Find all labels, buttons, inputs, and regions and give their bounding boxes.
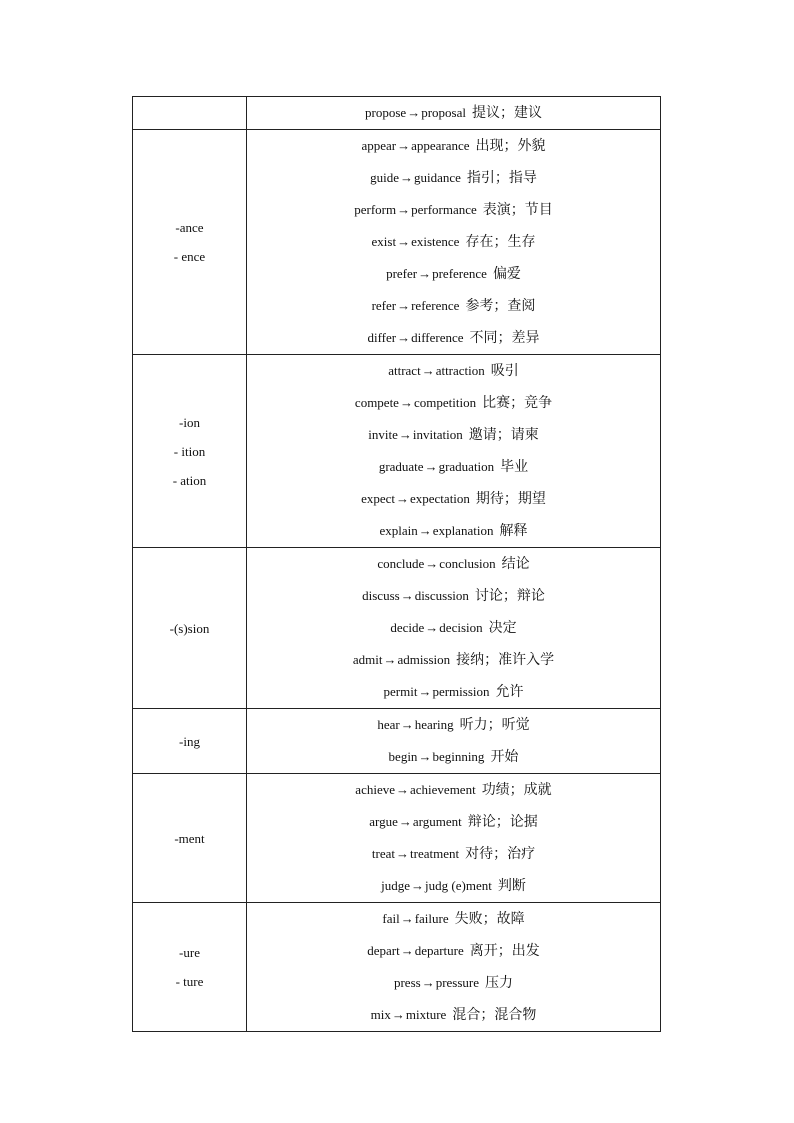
- chinese-meaning: 吸引: [490, 363, 519, 379]
- word-entry: [247, 97, 660, 129]
- derived-word: invitation: [412, 427, 463, 442]
- derived-word: judg (e)ment: [425, 878, 492, 893]
- chinese-meaning: 讨论；辩论: [474, 588, 545, 604]
- derived-word: argument: [412, 814, 462, 829]
- arrow-icon: →: [398, 814, 412, 829]
- word-entry: [247, 774, 660, 806]
- chinese-meaning: 混合；混合物: [452, 1007, 537, 1023]
- base-word: begin: [388, 749, 418, 764]
- arrow-icon: →: [397, 330, 411, 345]
- derived-word: competition: [413, 395, 477, 410]
- base-word: permit: [383, 684, 418, 699]
- chinese-meaning: 提议；建议: [471, 105, 542, 121]
- word-entry: [247, 870, 660, 902]
- arrow-icon: →: [418, 266, 432, 281]
- base-word: differ: [367, 330, 397, 345]
- arrow-icon: →: [421, 975, 435, 990]
- base-word: conclude: [377, 556, 425, 571]
- chinese-meaning: 邀请；请柬: [468, 427, 539, 443]
- base-word: mix: [370, 1007, 391, 1022]
- suffix-label: -(s)sion: [169, 620, 210, 636]
- arrow-icon: →: [407, 105, 421, 120]
- suffix-label: - ition: [173, 443, 206, 459]
- derived-word: departure: [414, 943, 464, 958]
- base-word: expect: [361, 491, 395, 506]
- derived-word: expectation: [410, 491, 470, 506]
- word-entry: [247, 644, 660, 676]
- suffix-label: - ence: [173, 249, 206, 264]
- derived-word: guidance: [413, 170, 461, 185]
- word-entry: [247, 580, 660, 612]
- derived-word: permission: [432, 684, 490, 699]
- chinese-meaning: 存在；生存: [465, 234, 536, 250]
- chinese-meaning: 表演；节目: [482, 202, 553, 218]
- arrow-icon: →: [400, 911, 414, 926]
- suffix-label: -ure: [179, 945, 200, 960]
- base-word: exist: [371, 234, 397, 249]
- word-entry: [247, 162, 660, 194]
- base-word: depart: [367, 943, 400, 958]
- base-word: appear: [361, 138, 397, 153]
- derived-word: conclusion: [439, 556, 496, 571]
- base-word: decide: [390, 620, 425, 635]
- base-word: fail: [382, 911, 400, 926]
- arrow-icon: →: [383, 652, 397, 667]
- derived-word: explanation: [432, 523, 494, 538]
- table-row: [133, 355, 661, 548]
- suffix-cell: [133, 97, 247, 130]
- arrow-icon: →: [424, 459, 438, 474]
- derived-word: beginning: [432, 749, 485, 764]
- chinese-meaning: 决定: [488, 620, 517, 636]
- base-word: admit: [352, 652, 383, 667]
- word-entry: [247, 322, 660, 354]
- word-entry: [247, 226, 660, 258]
- arrow-icon: →: [400, 588, 414, 603]
- arrow-icon: →: [418, 684, 432, 699]
- chinese-meaning: 辩论；论据: [467, 814, 538, 830]
- table-row: [133, 903, 661, 1032]
- arrow-icon: →: [397, 298, 411, 313]
- suffix-cell: [133, 774, 247, 903]
- suffix-label: -ment: [174, 830, 205, 846]
- word-entry: [247, 967, 660, 999]
- chinese-meaning: 判断: [497, 878, 526, 894]
- words-cell: [247, 355, 661, 548]
- arrow-icon: →: [400, 717, 414, 732]
- word-entry: [247, 387, 660, 419]
- chinese-meaning: 功绩；成就: [481, 782, 552, 798]
- words-cell: [247, 774, 661, 903]
- chinese-meaning: 期待；期望: [475, 491, 546, 507]
- chinese-meaning: 不同；差异: [469, 330, 540, 346]
- arrow-icon: →: [399, 395, 413, 410]
- arrow-icon: →: [391, 1007, 405, 1022]
- base-word: discuss: [362, 588, 400, 603]
- derived-word: performance: [411, 202, 477, 217]
- suffix-label: - ture: [175, 974, 204, 989]
- suffix-label: -ion: [179, 414, 200, 430]
- word-entry: [247, 676, 660, 708]
- derived-word: attraction: [435, 363, 485, 378]
- derived-word: hearing: [414, 717, 454, 732]
- arrow-icon: →: [418, 749, 432, 764]
- word-entry: [247, 290, 660, 322]
- base-word: argue: [369, 814, 398, 829]
- word-entry: [247, 130, 660, 162]
- base-word: achieve: [355, 782, 395, 797]
- derived-word: treatment: [410, 846, 460, 861]
- base-word: compete: [354, 395, 399, 410]
- derived-word: decision: [439, 620, 483, 635]
- chinese-meaning: 毕业: [500, 459, 529, 475]
- word-entry: [247, 194, 660, 226]
- table-row: [133, 709, 661, 774]
- derived-word: difference: [411, 330, 464, 345]
- table-body: [133, 97, 661, 1032]
- chinese-meaning: 出现；外貌: [475, 138, 546, 154]
- arrow-icon: →: [425, 556, 439, 571]
- chinese-meaning: 指引；指导: [466, 170, 537, 186]
- base-word: judge: [381, 878, 411, 893]
- base-word: perform: [354, 202, 397, 217]
- base-word: treat: [371, 846, 395, 861]
- word-entry: [247, 838, 660, 870]
- chinese-meaning: 偏爱: [492, 266, 521, 282]
- table-row: [133, 130, 661, 355]
- derived-word: reference: [411, 298, 460, 313]
- arrow-icon: →: [397, 202, 411, 217]
- derived-word: preference: [432, 266, 487, 281]
- base-word: prefer: [386, 266, 418, 281]
- base-word: press: [393, 975, 421, 990]
- chinese-meaning: 比赛；竞争: [482, 395, 553, 411]
- arrow-icon: →: [397, 138, 411, 153]
- words-cell: [247, 709, 661, 774]
- chinese-meaning: 开始: [490, 749, 519, 765]
- derived-word: mixture: [405, 1007, 447, 1022]
- chinese-meaning: 压力: [485, 975, 514, 991]
- chinese-meaning: 参考；查阅: [465, 298, 536, 314]
- derived-word: achievement: [410, 782, 476, 797]
- arrow-icon: →: [421, 363, 435, 378]
- suffix-label: - ation: [172, 472, 207, 488]
- arrow-icon: →: [398, 427, 412, 442]
- table-row: [133, 97, 661, 130]
- words-cell: [247, 903, 661, 1032]
- arrow-icon: →: [399, 170, 413, 185]
- suffix-cell: [133, 130, 247, 355]
- word-entry: [247, 419, 660, 451]
- derived-word: existence: [411, 234, 460, 249]
- base-word: invite: [368, 427, 398, 442]
- suffix-label: -ing: [179, 733, 200, 749]
- chinese-meaning: 听力；听觉: [459, 717, 530, 733]
- base-word: graduate: [378, 459, 424, 474]
- word-entry: [247, 935, 660, 967]
- arrow-icon: →: [411, 878, 425, 893]
- word-entry: [247, 258, 660, 290]
- derived-word: proposal: [421, 105, 466, 120]
- word-entry: [247, 483, 660, 515]
- arrow-icon: →: [400, 943, 414, 958]
- base-word: attract: [388, 363, 421, 378]
- base-word: propose: [365, 105, 407, 120]
- base-word: refer: [371, 298, 397, 313]
- chinese-meaning: 离开；出发: [469, 943, 540, 959]
- arrow-icon: →: [425, 620, 439, 635]
- derived-word: discussion: [414, 588, 469, 603]
- base-word: hear: [377, 717, 400, 732]
- derived-word: graduation: [438, 459, 495, 474]
- chinese-meaning: 接纳；准许入学: [456, 652, 555, 668]
- suffix-table: [132, 96, 661, 1032]
- suffix-cell: [133, 709, 247, 774]
- arrow-icon: →: [396, 782, 409, 797]
- chinese-meaning: 失败；故障: [454, 911, 525, 927]
- words-cell: [247, 130, 661, 355]
- suffix-label: -ance: [175, 220, 204, 235]
- derived-word: appearance: [411, 138, 470, 153]
- base-word: guide: [370, 170, 399, 185]
- words-cell: [247, 97, 661, 130]
- word-entry: [247, 515, 660, 547]
- arrow-icon: →: [418, 523, 432, 538]
- suffix-cell: [133, 355, 247, 548]
- word-entry: [247, 709, 660, 741]
- chinese-meaning: 结论: [501, 556, 530, 572]
- arrow-icon: →: [397, 234, 411, 249]
- chinese-meaning: 允许: [495, 684, 524, 700]
- suffix-cell: [133, 548, 247, 709]
- word-entry: [247, 612, 660, 644]
- chinese-meaning: 对待；治疗: [465, 846, 536, 862]
- arrow-icon: →: [396, 846, 409, 861]
- word-entry: [247, 741, 660, 773]
- word-entry: [247, 806, 660, 838]
- word-entry: [247, 548, 660, 580]
- word-entry: [247, 451, 660, 483]
- word-entry: [247, 355, 660, 387]
- arrow-icon: →: [396, 491, 409, 506]
- derived-word: admission: [397, 652, 451, 667]
- chinese-meaning: 解释: [499, 523, 528, 539]
- table-row: [133, 548, 661, 709]
- table-row: [133, 774, 661, 903]
- derived-word: failure: [414, 911, 449, 926]
- word-entry: [247, 999, 660, 1031]
- words-cell: [247, 548, 661, 709]
- derived-word: pressure: [435, 975, 480, 990]
- word-entry: [247, 903, 660, 935]
- suffix-cell: [133, 903, 247, 1032]
- base-word: explain: [379, 523, 418, 538]
